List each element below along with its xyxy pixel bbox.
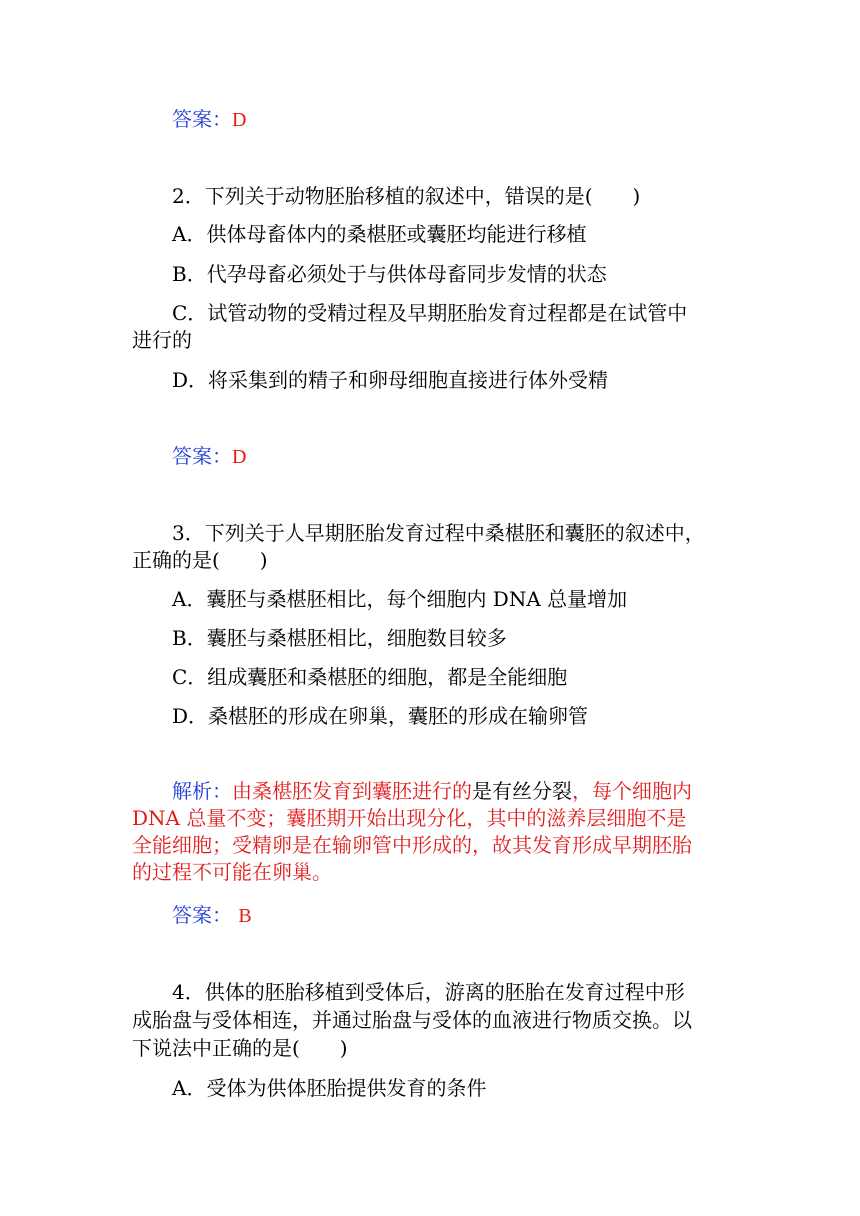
answer-label: 答案： (172, 444, 232, 468)
q3-option-d: D．桑椹胚的形成在卵巢，囊胚的形成在输卵管 (172, 704, 589, 728)
analysis-line-1 (172, 779, 732, 803)
q4-option-a: A．受体为供体胚胎提供发育的条件 (172, 1076, 487, 1100)
question-4-stem: 4．供体的胚胎移植到受体后，游离的胚胎在发育过程中形 (172, 980, 685, 1004)
answer-q3 (172, 903, 772, 928)
question-2-stem: 2．下列关于动物胚胎移植的叙述中，错误的是( ) (172, 184, 641, 208)
answer-label: 答案： (172, 107, 232, 131)
q3-option-b: B．囊胚与桑椹胚相比，细胞数目较多 (172, 626, 507, 650)
answer-value: B (238, 905, 252, 927)
q2-option-c-cont: 进行的 (132, 328, 192, 352)
q2-option-a: A．供体母畜体内的桑椹胚或囊胚均能进行移植 (172, 222, 587, 246)
answer-value: D (232, 446, 247, 468)
question-4-stem-cont: 下说法中正确的是( ) (132, 1036, 348, 1060)
q2-option-b: B．代孕母畜必须处于与供体母畜同步发情的状态 (172, 262, 607, 286)
analysis-label: 解析： (172, 779, 232, 803)
analysis-line-3: 全能细胞；受精卵是在输卵管中形成的，故其发育形成早期胚胎 (132, 833, 692, 857)
analysis-line-4: 的过程不可能在卵巢。 (132, 860, 332, 884)
question-3-stem: 3．下列关于人早期胚胎发育过程中桑椹胚和囊胚的叙述中， (172, 521, 705, 545)
answer-q1 (172, 107, 772, 132)
q3-option-c: C．组成囊胚和桑椹胚的细胞，都是全能细胞 (172, 665, 568, 689)
answer-q2 (172, 444, 772, 469)
answer-label: 答案： (172, 903, 232, 927)
analysis-line-2: DNA 总量不变；囊胚期开始出现分化，其中的滋养层细胞不是 (132, 806, 687, 830)
analysis-text: 是有丝分裂 (472, 779, 572, 803)
q3-option-a: A．囊胚与桑椹胚相比，每个细胞内 DNA 总量增加 (172, 587, 628, 611)
analysis-text: 由桑椹胚发育到囊胚进行的 (232, 779, 472, 803)
question-3-stem-cont: 正确的是( ) (132, 548, 268, 572)
q2-option-d: D．将采集到的精子和卵母细胞直接进行体外受精 (172, 368, 609, 392)
q2-option-c: C．试管动物的受精过程及早期胚胎发育过程都是在试管中 (172, 301, 688, 325)
question-4-stem-cont: 成胎盘与受体相连，并通过胎盘与受体的血液进行物质交换。以 (132, 1008, 692, 1032)
analysis-text: ，每个细胞内 (572, 779, 692, 803)
answer-value: D (232, 109, 247, 131)
